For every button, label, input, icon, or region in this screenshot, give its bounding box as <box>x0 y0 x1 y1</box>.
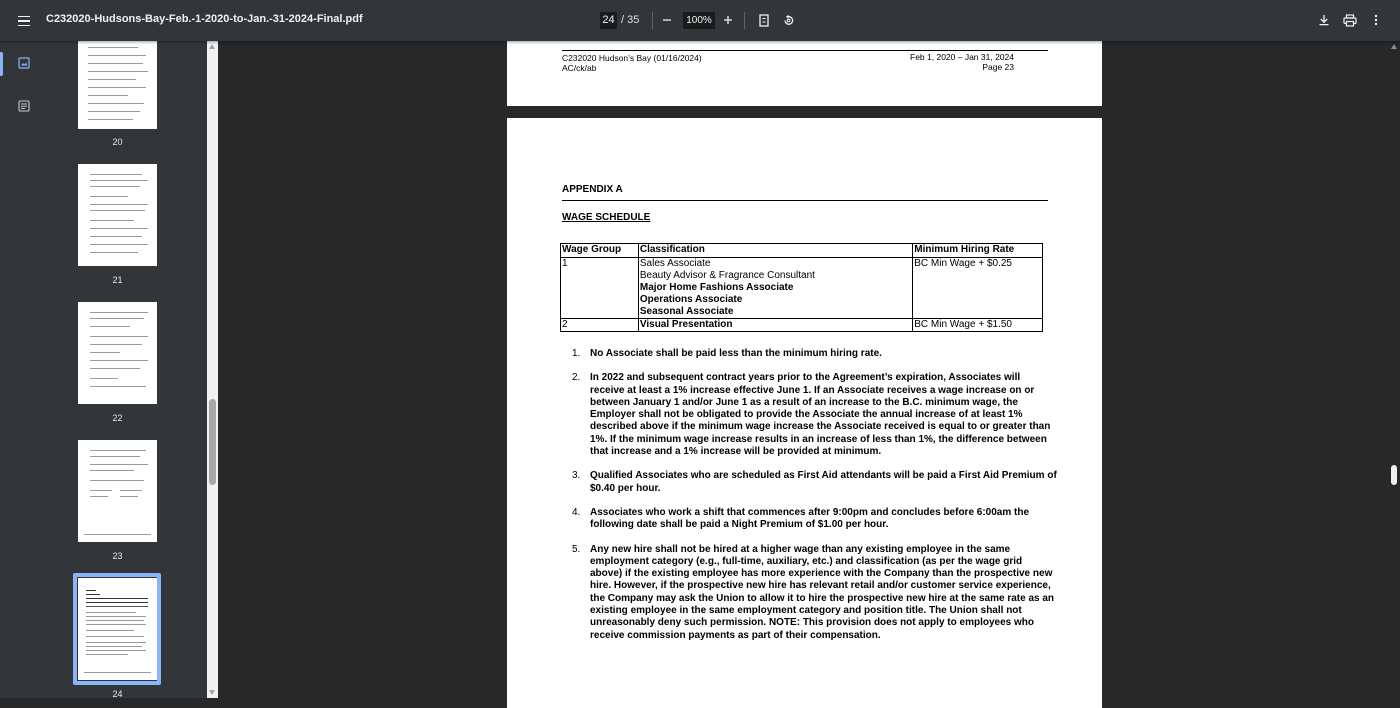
table-row <box>561 258 1043 319</box>
page-footer-left <box>562 53 702 73</box>
wage-schedule-title: WAGE SCHEDULE <box>562 212 651 223</box>
classification-item: Beauty Advisor & Fragrance Consultant <box>639 270 815 281</box>
classification-item: Operations Associate <box>639 294 743 305</box>
zoom-level-input[interactable]: 100% <box>683 12 715 29</box>
footer-initials: AC/ck/ab <box>562 63 597 73</box>
wage-notes-list <box>567 348 1057 654</box>
thumbnail-page-number: 21 <box>112 275 123 285</box>
thumbnail-page-number: 24 <box>112 689 123 698</box>
table-cell-rate: BC Min Wage + $1.50 <box>913 319 1043 332</box>
toolbar-divider <box>652 12 653 29</box>
thumbnail-view-icon[interactable] <box>14 53 34 73</box>
footer-agreement: C232020 Hudson’s Bay (01/16/2024) <box>562 53 702 63</box>
table-cell-wage-group: 1 <box>561 258 639 319</box>
sidebar-rail <box>0 41 48 698</box>
download-icon[interactable] <box>1314 10 1334 30</box>
table-cell-classification: Visual Presentation <box>638 319 912 332</box>
zoom-out-icon[interactable] <box>657 10 677 30</box>
scroll-down-arrow-icon[interactable] <box>209 690 215 695</box>
table-row <box>561 319 1043 332</box>
thumbnail-panel <box>48 41 207 698</box>
table-header: Minimum Hiring Rate <box>913 244 1043 258</box>
thumbnail-page-24[interactable] <box>78 578 157 680</box>
more-vert-icon[interactable] <box>1366 10 1386 30</box>
page-footer-right <box>847 52 1014 72</box>
toolbar-divider <box>744 12 745 29</box>
document-page-24 <box>507 118 1102 708</box>
footer-rule <box>562 50 1048 51</box>
list-item: 3. Qualified Associates who are scheduled as First Aid attendants will be paid a First Aid Premium of $0.40 per hour. <box>572 470 1057 494</box>
table-header: Classification <box>638 244 912 258</box>
list-item: 2. In 2022 and subsequent contract years prior to the Agreement’s expiration, Associates will receive at least a 1% increase effective June 1. If an Associate receives a wage increase on or between January 1 and/or June 1 as a result of an increase to the B.C. minimum wage, the Employer shall not be obligated to provide the Associate the annual increase of at least 1% described above if the minimum wage increase the Associate received is equal to or greater than 1%. If the minimum wage increase results in an increase of less than 1%, the difference between that increase and a 1% increase will be provided at minimum. <box>572 372 1051 458</box>
page-total: / 35 <box>621 14 640 26</box>
list-item: 4. Associates who work a shift that commences after 9:00pm and concludes before 6:00am the following date shall be paid a Night Premium of $1.00 per hour. <box>572 506 1030 531</box>
zoom-in-icon[interactable] <box>718 10 738 30</box>
document-scrollbar[interactable] <box>1388 41 1400 698</box>
appendix-rule <box>562 200 1048 201</box>
table-header: Wage Group <box>561 244 639 258</box>
menu-icon[interactable] <box>12 9 36 33</box>
rail-active-indicator <box>0 52 3 76</box>
thumbnail-scrollbar[interactable] <box>207 41 218 698</box>
thumbnail-page-number: 23 <box>112 551 123 561</box>
classification-item: Sales Associate <box>639 258 711 269</box>
footer-term: Feb 1, 2020 – Jan 31, 2024 <box>910 52 1014 62</box>
document-page-23 <box>507 41 1102 106</box>
list-item: 1. No Associate shall be paid less than the minimum hiring rate. <box>572 348 882 359</box>
list-item: 5. Any new hire shall not be hired at a higher wage than any existing employee in the same employment category (e.g., full-time, auxiliary, etc.) and classification (as per the wage grid above) if the existing employee has more experience with the Company than the prospective new hire. However, if the prospective new hire has relevant retail and/or customer service experience, the Company may ask the Union to allow it to hire the prospective new hire at the same rate as an existing employee in the same employment category and position title. The Union shall not unreasonably deny such permission. NOTE: This provision does not apply to employees who receive commission payments as part of their compensation. <box>572 543 1055 641</box>
thumbnail-page-number: 20 <box>112 137 123 147</box>
classification-item: Seasonal Associate <box>639 306 734 317</box>
pdf-toolbar <box>0 0 1400 41</box>
appendix-title: APPENDIX A <box>562 184 623 195</box>
thumbnail-page-number: 22 <box>112 413 123 423</box>
scroll-up-arrow-icon[interactable] <box>1391 44 1397 49</box>
footer-page-number: Page 23 <box>982 62 1014 72</box>
scroll-up-arrow-icon[interactable] <box>209 44 215 49</box>
rotate-icon[interactable] <box>778 10 798 30</box>
wage-schedule-table <box>560 243 1043 332</box>
table-cell-wage-group: 2 <box>561 319 639 332</box>
table-cell-rate: BC Min Wage + $0.25 <box>913 258 1043 319</box>
thumbnail-scrollbar-thumb[interactable] <box>209 399 216 485</box>
table-cell-classification <box>638 258 912 319</box>
document-title: C232020-Hudsons-Bay-Feb.-1-2020-to-Jan.-31-2024-Final.pdf <box>46 13 363 25</box>
print-icon[interactable] <box>1340 10 1360 30</box>
thumbnail-page-23[interactable] <box>78 440 157 542</box>
document-scrollbar-thumb[interactable] <box>1391 465 1397 485</box>
page-number-input[interactable]: 24 <box>600 12 617 29</box>
fit-page-icon[interactable] <box>754 10 774 30</box>
thumbnail-page-22[interactable] <box>78 302 157 404</box>
table-header-row <box>561 244 1043 258</box>
thumbnail-page-20[interactable] <box>78 41 157 129</box>
outline-view-icon[interactable] <box>14 96 34 116</box>
classification-item: Major Home Fashions Associate <box>639 282 794 293</box>
thumbnail-page-21[interactable] <box>78 164 157 266</box>
